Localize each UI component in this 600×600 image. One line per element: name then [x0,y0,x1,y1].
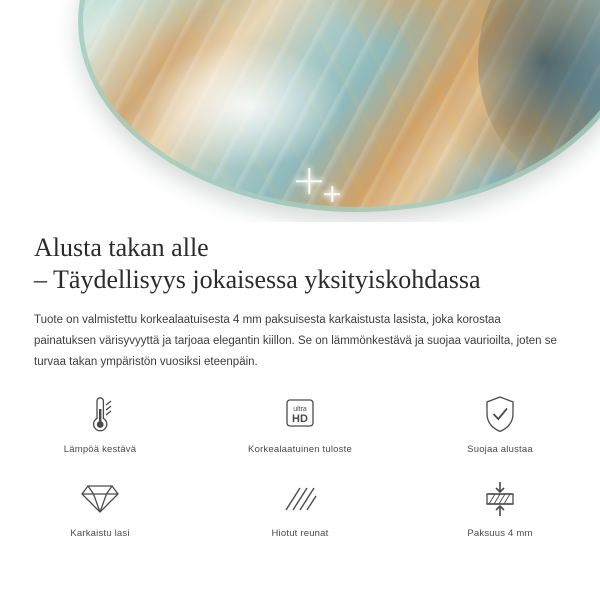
feature-label: Paksuus 4 mm [467,528,533,539]
diamond-icon [77,476,123,522]
feature-label: Hiotut reunat [271,528,329,539]
feature-label: Karkaistu lasi [70,528,130,539]
feature-label: Korkealaatuinen tuloste [248,444,352,455]
feature-label: Lämpöä kestävä [63,444,137,455]
page-title [0,222,600,296]
feature-item-heat-resistant [0,386,200,470]
feature-item-high-quality-print [200,386,400,470]
feature-item-thickness [400,470,600,554]
thermometer-icon [77,392,123,438]
feature-item-polished-edges [200,470,400,554]
hero-image [0,0,600,222]
body-paragraph: Tuote on valmistettu korkealaatuisesta 4 mm paksuisesta karkaistusta lasista, joka korostaa painatuksen värisyvyyttä ja tarjoaa elegantin kiillon. Se on lämmönkestävä ja suojaa vaurioilta, joten se turvaa takan ympäristön vuosiksi eteenpäin. [34,314,557,368]
feature-grid [0,386,600,554]
polished-edges-icon [277,476,323,522]
feature-label: Suojaa alustaa [467,444,533,455]
svg-text:HD: HD [292,413,308,425]
text-content [0,222,600,373]
shield-check-icon [477,392,523,438]
feature-item-tempered-glass [0,470,200,554]
thickness-icon [477,476,523,522]
headline-line-2: – Täydellisyys jokaisessa yksityiskohdassa [34,265,481,294]
ultra-hd-icon [277,392,323,438]
feature-item-protects-surface [400,386,600,470]
headline-line-1: Alusta takan alle [34,233,209,262]
svg-text:ultra: ultra [293,406,307,413]
